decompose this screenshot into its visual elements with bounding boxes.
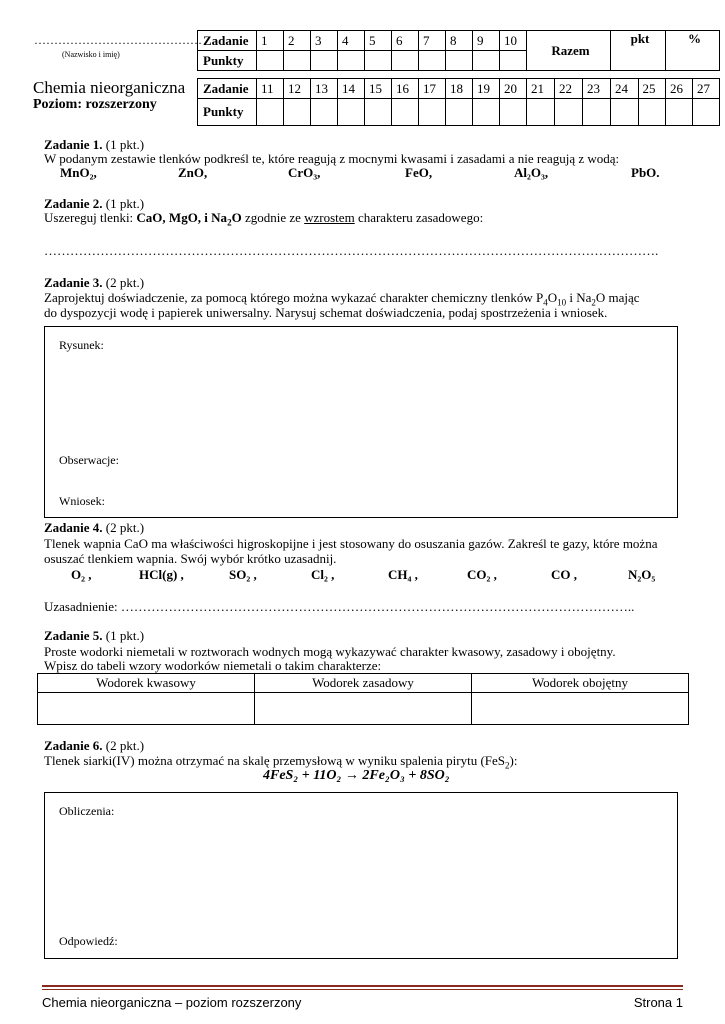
score-num: 17 [419,79,446,99]
score-num: 9 [473,31,500,51]
task3-title: Zadanie 3. [44,275,103,290]
task1-text: W podanym zestawie tlenków podkreśl te, które reagują z mocnymi kwasami i zasadami a nie reagują z wodą: [44,151,620,166]
task6-obliczenia-label: Obliczenia: [59,804,115,818]
name-dots: …………………………………… [34,33,202,47]
score-cell[interactable] [500,51,527,71]
task3-line1-b: O [547,290,558,305]
task3-answer-box[interactable] [44,326,678,518]
task4-points: (2 pkt.) [102,520,145,535]
score-cell[interactable] [473,99,500,126]
task2-text-bold2: O [231,210,242,225]
score-cell[interactable] [365,99,392,126]
score-num: 25 [638,79,666,99]
task1-title: Zadanie 1. [44,137,103,152]
score-cell[interactable] [473,51,500,71]
score-cell[interactable] [666,99,693,126]
task4-uzasadnienie[interactable]: Uzasadnienie: ……………………………………………………………………………………………………….. [44,599,635,614]
task6-equation: 4FeS₂ + 11O₂ → 2Fe₂O₃ + 8SO₂ [263,768,450,783]
task4-line1: Tlenek wapnia CaO ma właściwości higroskopijne i jest stosowany do osuszania gazów. Zakreśl te gazy, które można [44,536,658,551]
score-num: 12 [284,79,311,99]
task4-gas[interactable]: CO , [551,567,577,582]
score-num: 19 [473,79,500,99]
footer-rule [42,985,683,987]
task2-text-sub: 2 [227,217,232,228]
task2-heading [44,196,144,211]
score-num: 1 [257,31,284,51]
score-num: 21 [527,79,555,99]
subject-title: Chemia nieorganiczna [33,78,186,97]
level-title: Poziom: rozszerzony [33,97,157,112]
task4-heading [44,520,144,535]
task1-oxide[interactable]: PbO. [631,165,660,180]
task6-answer-box[interactable] [44,792,678,959]
score-label-punkty-2: Punkty [198,99,257,126]
task6-line1-s: 2 [505,760,510,771]
score-num: 4 [338,31,365,51]
score-num: 5 [365,31,392,51]
task1-oxide[interactable]: FeO, [405,165,433,180]
score-num: 10 [500,31,527,51]
task5-col-neutral: Wodorek obojętny [472,674,689,693]
score-pkt: pkt [611,31,666,71]
score-num: 7 [419,31,446,51]
task2-text [44,210,483,231]
score-cell[interactable] [555,99,583,126]
task5-col-acidic: Wodorek kwasowy [38,674,255,693]
score-num: 3 [311,31,338,51]
score-num: 23 [583,79,611,99]
score-cell[interactable] [257,51,284,71]
score-num: 22 [555,79,583,99]
task1-oxide[interactable]: MnO₂, [60,165,97,180]
score-cell[interactable] [583,99,611,126]
score-label-zadanie: Zadanie [198,31,257,51]
score-num: 20 [500,79,527,99]
score-cell[interactable] [338,51,365,71]
score-cell[interactable] [527,99,555,126]
task6-points: (2 pkt.) [102,738,145,753]
score-cell[interactable] [419,51,446,71]
task5-cell-basic[interactable] [255,693,472,725]
task2-text-mid: zgodnie ze [241,210,305,225]
score-num: 18 [446,79,473,99]
task1-oxide[interactable]: ZnO, [178,165,208,180]
task2-title: Zadanie 2. [44,196,103,211]
task5-line1: Proste wodorki niemetali w roztworach wodnych mogą wykazywać charakter kwasowy, zasadowy i obojętny. [44,644,616,659]
score-num: 13 [311,79,338,99]
task4-gas[interactable]: CH₄ , [388,567,418,582]
score-razem: Razem [527,31,611,71]
task2-text-underline: wzrostem [304,210,355,225]
task4-gas[interactable]: N₂O₅ [628,567,656,582]
task5-heading [44,628,144,643]
score-label-zadanie-2: Zadanie [198,79,257,99]
score-cell[interactable] [392,51,419,71]
score-cell[interactable] [419,99,446,126]
score-cell[interactable] [284,99,311,126]
task2-answer-line[interactable]: ……………………………………………………………………………………………………………………………. [44,243,659,258]
task1-points: (1 pkt.) [102,137,145,152]
task5-line2: Wpisz do tabeli wzory wodorków niemetali o takim charakterze: [44,658,382,673]
task4-gas[interactable]: Cl₂ , [311,567,335,582]
score-cell[interactable] [365,51,392,71]
score-label-punkty: Punkty [198,51,257,71]
score-cell[interactable] [311,99,338,126]
task3-line1-s1: 4 [543,297,548,308]
footer-page-number: Strona 1 [633,995,683,1010]
score-num: 11 [257,79,284,99]
task5-cell-acidic[interactable] [38,693,255,725]
score-num: 26 [666,79,693,99]
task3-line1-s2: 10 [557,297,567,308]
task3-line1-a: Zaprojektuj doświadczenie, za pomocą którego można wykazać charakter chemiczny tlenków P [44,290,544,305]
name-caption: (Nazwisko i imię) [62,50,120,59]
task6-line1-a: Tlenek siarki(IV) można otrzymać na skalę przemysłową w wyniku spalenia pirytu (FeS [44,753,505,768]
task1-oxide[interactable]: CrO₃, [288,165,321,180]
task3-line2: do dyspozycji wodę i papierek uniwersalny. Narysuj schemat doświadczenia, podaj spostrzeżenia i wniosek. [44,305,608,320]
footer-rule-thin [42,989,683,990]
task2-points: (1 pkt.) [102,196,145,211]
task1-heading [44,137,144,152]
task2-text-pre: Uszereguj tlenki: [44,210,137,225]
score-cell[interactable] [500,99,527,126]
score-cell[interactable] [311,51,338,71]
score-table [197,30,720,126]
task4-line2: osuszać tlenkiem wapnia. Swój wybór krótko uzasadnij. [44,551,337,566]
footer-left: Chemia nieorganiczna – poziom rozszerzony [42,995,302,1010]
task5-points: (1 pkt.) [102,628,145,643]
task6-heading [44,738,144,753]
task3-rysunek-label: Rysunek: [59,338,104,352]
task4-gas[interactable]: O₂ , [71,567,92,582]
task2-text-post: charakteru zasadowego: [354,210,484,225]
task4-title: Zadanie 4. [44,520,103,535]
task5-cell-neutral[interactable] [472,693,689,725]
score-cell[interactable] [338,99,365,126]
score-num: 14 [338,79,365,99]
score-num: 16 [392,79,419,99]
task3-heading [44,275,144,290]
score-cell[interactable] [284,51,311,71]
score-percent: % [666,31,720,71]
score-num: 2 [284,31,311,51]
score-num: 6 [392,31,419,51]
task4-gas[interactable]: SO₂ , [229,567,257,582]
score-cell[interactable] [257,99,284,126]
task6-odpowiedz-label: Odpowiedź: [59,934,118,948]
score-cell[interactable] [392,99,419,126]
score-cell[interactable] [611,99,639,126]
task4-gas[interactable]: CO₂ , [467,567,497,582]
score-num: 24 [611,79,639,99]
task1-oxide[interactable]: Al₂O₃, [514,165,549,180]
task3-line1-s3: 2 [591,297,596,308]
task6-line1-b: ): [509,753,518,768]
score-num: 27 [693,79,720,99]
score-num: 15 [365,79,392,99]
task3-line1-d: O mając [595,290,640,305]
task3-obserwacje-label: Obserwacje: [59,453,119,467]
task3-points: (2 pkt.) [102,275,145,290]
task6-title: Zadanie 6. [44,738,103,753]
task5-title: Zadanie 5. [44,628,103,643]
task4-gas[interactable]: HCl(g) , [139,567,184,582]
task3-wniosek-label: Wniosek: [59,494,105,508]
score-cell[interactable] [446,99,473,126]
score-cell[interactable] [638,99,666,126]
task5-col-basic: Wodorek zasadowy [255,674,472,693]
score-num: 8 [446,31,473,51]
task3-line1-c: i Na [566,290,592,305]
score-cell[interactable] [446,51,473,71]
score-cell[interactable] [693,99,720,126]
task2-text-bold: CaO, MgO, i Na [136,210,228,225]
task5-table [37,673,689,725]
